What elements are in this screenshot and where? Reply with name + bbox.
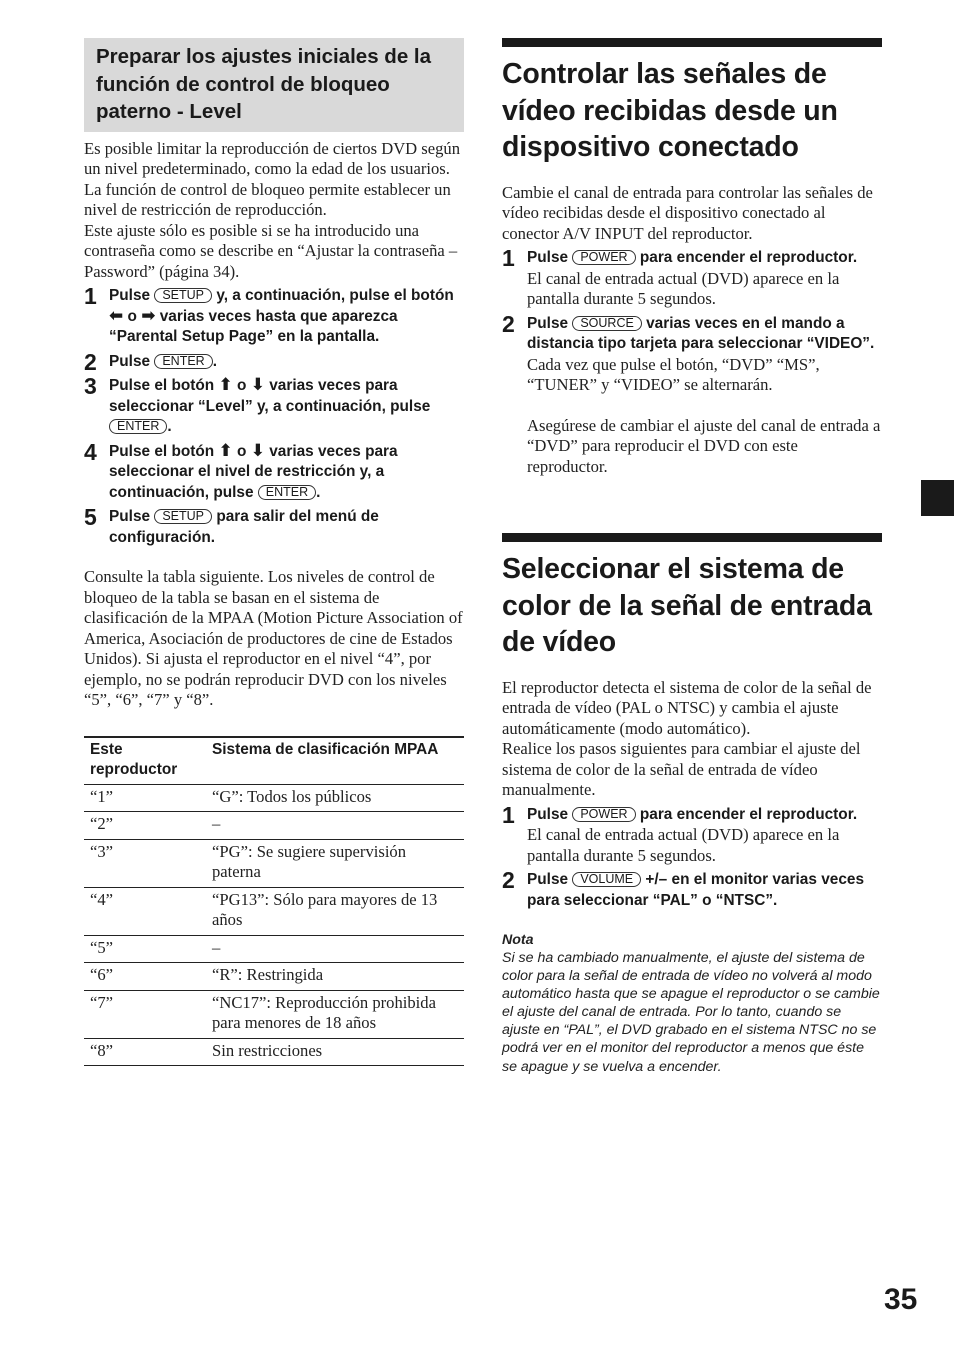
- table-cell: Sin restricciones: [206, 1038, 464, 1066]
- table-row: [84, 963, 464, 991]
- step-text: y, a continuación, pulse el botón: [216, 287, 454, 304]
- section-tab-marker: [921, 480, 954, 516]
- table-cell: “1”: [84, 784, 206, 812]
- step-number: 1: [502, 801, 515, 828]
- step-number: 2: [502, 310, 515, 337]
- step-text: .: [212, 352, 217, 370]
- intro-paragraph: Cambie el canal de entrada para controlar las señales de vídeo recibidas desde el dispositivo conectado al conector A/V INPUT del reproductor.: [502, 182, 873, 243]
- arrow-down-icon: ⬇: [250, 375, 265, 394]
- table-cell: “2”: [84, 812, 206, 840]
- step-1: [84, 283, 464, 348]
- step-text: varias veces para seleccionar el nivel de restricción y, a continuación, pulse: [109, 442, 398, 501]
- step-number: 1: [502, 245, 515, 271]
- enter-key: ENTER: [109, 419, 167, 434]
- table-row: [84, 990, 464, 1038]
- step-2: [84, 348, 464, 375]
- note-text: Si se ha cambiado manualmente, el ajuste del sistema de color para la señal de entrada de vídeo no volverá al modo automático hasta que se apague el reproductor o se cambie el ajuste del canal de entrada. Por lo tanto, cuando se ajuste en “PAL”, el DVD grabado en el sistema NTSC no se podrá ver en el monitor del reproductor a menos que éste se apague y se vuelva a encender.: [502, 950, 880, 1075]
- table-cell: “5”: [84, 935, 206, 963]
- table-cell: “8”: [84, 1038, 206, 1066]
- intro-paragraph: Es posible limitar la reproducción de ciertos DVD según un nivel predeterminado, como la edad de los usuarios. La función de control de bloqueo permite establecer un nivel de restricción de reproducción.: [84, 138, 461, 219]
- step-note: El canal de entrada actual (DVD) aparece en la pantalla durante 5 segundos.: [527, 268, 840, 308]
- password-note: Este ajuste sólo es posible si se ha introducido una contraseña como se describe en “Ajustar la contraseña – Password” (página 34).: [84, 220, 458, 281]
- step-number: 5: [84, 504, 97, 530]
- step-text: varias veces en el mando a distancia tipo tarjeta para seleccionar “VIDEO”.: [527, 314, 875, 352]
- table-cell: “4”: [84, 887, 206, 935]
- rating-table: [84, 736, 464, 1067]
- step-text: Pulse: [109, 508, 151, 525]
- table-row: [84, 812, 464, 840]
- step-text: Pulse el botón: [109, 377, 215, 394]
- step-text: Pulse: [527, 871, 569, 888]
- step-text: para encender el reproductor.: [639, 805, 858, 823]
- table-row: [84, 839, 464, 887]
- step-5: [84, 504, 464, 548]
- intro-paragraph: Realice los pasos siguientes para cambiar el ajuste del sistema de color de la señal de entrada de vídeo manualmente.: [502, 739, 861, 799]
- arrow-left-icon: ⬅: [109, 305, 124, 325]
- step-4: [84, 438, 464, 504]
- table-row: [84, 887, 464, 935]
- step-2: [502, 310, 882, 478]
- table-row: [84, 1038, 464, 1066]
- right-column: [502, 38, 882, 1076]
- table-cell: –: [206, 812, 464, 840]
- step-text: Pulse: [527, 249, 569, 266]
- table-cell: “6”: [84, 963, 206, 991]
- step-text: +/– en el monitor varias veces para seleccionar “PAL” o “NTSC”.: [527, 871, 865, 909]
- enter-key: ENTER: [154, 354, 212, 369]
- table-cell: –: [206, 935, 464, 963]
- arrow-up-icon: ⬆: [218, 375, 233, 394]
- consult-paragraph: Consulte la tabla siguiente. Los niveles de control de bloqueo de la tabla se basan en el sistema de clasificación de la MPAA (Motion Picture Association of America, Asociación de productores de cine de Estados Unidos). Si ajusta el reproductor en el nivel “4”, por ejemplo, no se podrán reproducir DVD con los niveles “5”, “6”, “7” y “8”.: [84, 567, 463, 709]
- step-text: Pulse: [527, 314, 569, 332]
- step-text: Pulse: [527, 805, 569, 823]
- step-note: Asegúrese de cambiar el ajuste del canal de entrada a “DVD” para reproducir el DVD con este reproductor.: [527, 415, 881, 476]
- step-number: 4: [84, 438, 97, 465]
- step-text: Pulse: [109, 352, 151, 370]
- intro-paragraph: El reproductor detecta el sistema de color de la señal de entrada de vídeo (PAL o NTSC) y cambia el ajuste automáticamente (modo automático).: [502, 677, 872, 738]
- step-text: Pulse: [109, 287, 151, 304]
- step-text: para salir del menú de configuración.: [109, 508, 379, 546]
- setup-key: SETUP: [154, 288, 212, 303]
- table-cell: “7”: [84, 990, 206, 1038]
- table-row: [84, 784, 464, 812]
- page-number: 35: [884, 1283, 918, 1316]
- note-title: Nota: [502, 932, 534, 948]
- arrow-right-icon: ➡: [141, 305, 156, 325]
- enter-key: ENTER: [258, 485, 316, 500]
- table-cell: “PG13”: Sólo para mayores de 13 años: [206, 887, 464, 935]
- column-header: Este reproductor: [84, 737, 206, 785]
- step-note: Cada vez que pulse el botón, “DVD” “MS”, “TUNER” y “VIDEO” se alternarán.: [527, 354, 820, 394]
- column-header: Sistema de clasificación MPAA: [206, 737, 464, 785]
- table-cell: “PG”: Se sugiere supervisión paterna: [206, 839, 464, 887]
- section-heading-level: Preparar los ajustes iniciales de la función de control de bloqueo paterno - Level: [84, 38, 464, 132]
- step-number: 2: [84, 348, 97, 375]
- table-cell: “NC17”: Reproducción prohibida para menores de 18 años: [206, 990, 464, 1038]
- table-cell: “R”: Restringida: [206, 963, 464, 991]
- section-rule: [502, 533, 882, 542]
- power-key: POWER: [572, 250, 635, 265]
- table-cell: “3”: [84, 839, 206, 887]
- step-text: o: [237, 442, 247, 460]
- step-number: 2: [502, 867, 515, 893]
- table-header-row: [84, 737, 464, 785]
- step-2: [502, 867, 882, 911]
- table-cell: “G”: Todos los públicos: [206, 784, 464, 812]
- step-text: .: [167, 418, 172, 435]
- step-text: o: [127, 307, 137, 325]
- step-3: [84, 373, 464, 438]
- section-heading-color-system: Seleccionar el sistema de color de la señal de entrada de vídeo: [502, 553, 872, 658]
- step-text: o: [237, 377, 247, 394]
- step-text: varias veces para seleccionar “Level” y, a continuación, pulse: [109, 377, 431, 415]
- arrow-down-icon: ⬇: [250, 440, 265, 460]
- step-text: Pulse el botón: [109, 442, 215, 460]
- setup-key: SETUP: [154, 509, 212, 524]
- step-text: .: [316, 483, 321, 501]
- step-text: varias veces hasta que aparezca “Parental Setup Page” en la pantalla.: [109, 307, 398, 345]
- source-key: SOURCE: [572, 316, 641, 331]
- section-rule: [502, 38, 882, 47]
- arrow-up-icon: ⬆: [218, 440, 233, 460]
- step-number: 1: [84, 283, 97, 309]
- left-column: [84, 38, 464, 1066]
- section-heading-video-input: Controlar las señales de vídeo recibidas desde un dispositivo conectado: [502, 58, 838, 163]
- volume-key: VOLUME: [572, 872, 641, 887]
- step-note: El canal de entrada actual (DVD) aparece en la pantalla durante 5 segundos.: [527, 825, 840, 865]
- table-row: [84, 935, 464, 963]
- step-number: 3: [84, 373, 97, 399]
- step-1: [502, 245, 882, 310]
- step-1: [502, 801, 882, 867]
- power-key: POWER: [572, 807, 635, 822]
- step-text: para encender el reproductor.: [639, 249, 858, 266]
